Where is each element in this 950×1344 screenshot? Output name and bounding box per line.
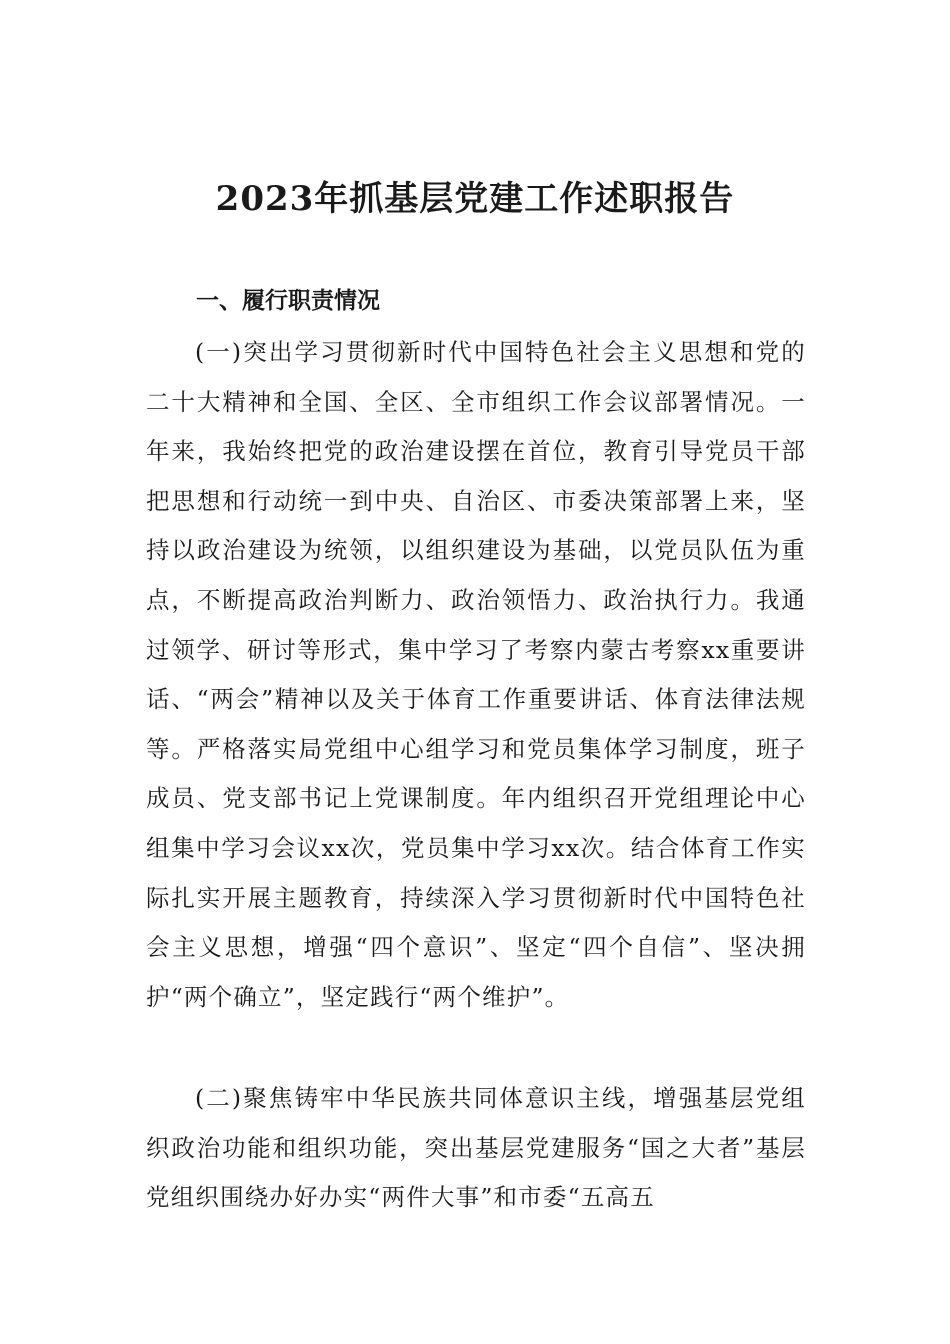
- body-paragraph: (一)突出学习贯彻新时代中国特色社会主义思想和党的二十大精神和全国、全区、全市组织工作会议部署情况。一年来，我始终把党的政治建设摆在首位，教育引导党员干部把思想和行动统一到中央、自治区、市委决策部署上来，坚持以政治建设为统领，以组织建设为基础，以党员队伍为重点，不断提高政治判断力、政治领悟力、政治执行力。我通过领学、研讨等形式，集中学习了考察内蒙古考察xx重要讲话、“两会”精神以及关于体育工作重要讲话、体育法律法规等。严格落实局党组中心组学习和党员集体学习制度，班子成员、党支部书记上党课制度。年内组织召开党组理论中心组集中学习会议xx次，党员集中学习xx次。结合体育工作实际扎实开展主题教育，持续深入学习贯彻新时代中国特色社会主义思想，增强“四个意识”、坚定“四个自信”、坚决拥护“两个确立”，坚定践行“两个维护”。: [146, 338, 806, 1011]
- section-heading: 一、履行职责情况: [196, 288, 380, 314]
- body-paragraph: (二)聚焦铸牢中华民族共同体意识主线，增强基层党组织政治功能和组织功能，突出基层党建服务“国之大者”基层党组织围绕办好办实“两件大事”和市委“五高五: [146, 1084, 806, 1212]
- document-title: 2023年抓基层党建工作述职报告: [215, 179, 735, 219]
